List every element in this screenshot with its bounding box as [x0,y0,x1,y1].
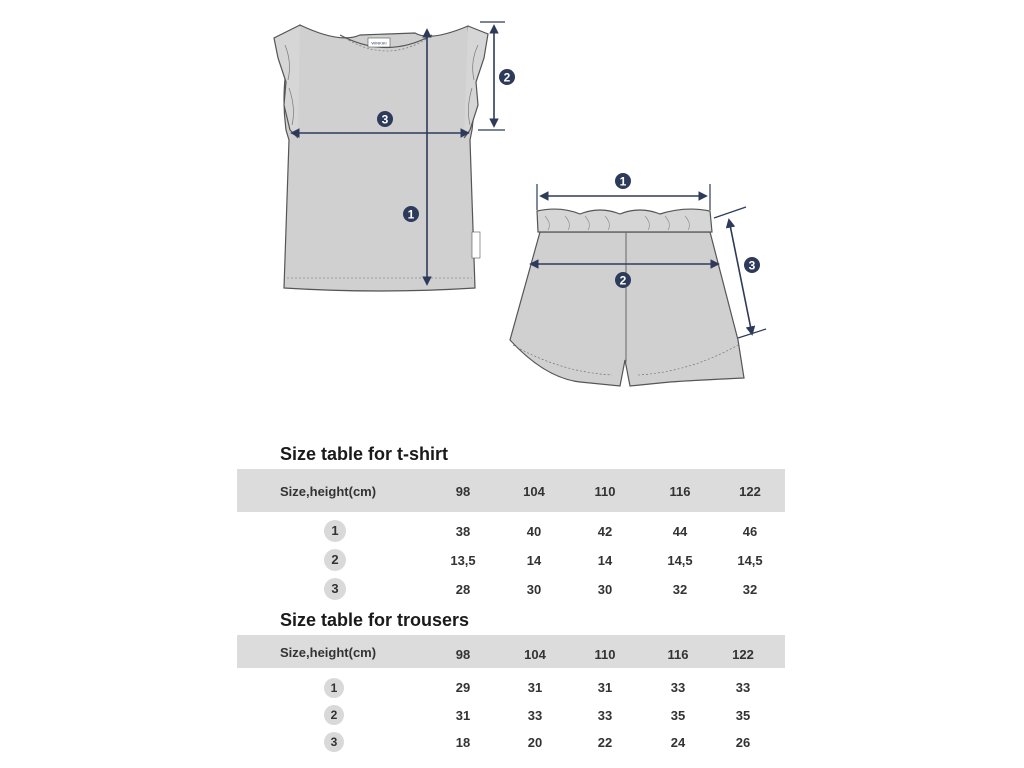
trousers-cell: 24 [670,735,686,750]
svg-text:1: 1 [407,207,415,222]
trousers-cell: 31 [527,680,543,695]
tshirt-drawing [274,22,515,291]
trousers-size-116: 116 [667,647,689,662]
svg-text:2: 2 [619,273,627,288]
tshirt-cell: 44 [672,524,688,539]
trousers-cell: 26 [735,735,751,750]
trousers-cell: 20 [527,735,543,750]
tshirt-cell: 30 [597,582,613,597]
brand-tag-text: WINKIKI [371,40,387,46]
shorts-waist-marker [615,173,631,189]
tshirt-cell: 28 [455,582,471,597]
shorts-hip-marker [615,272,631,288]
tshirt-cell: 46 [742,524,758,539]
tshirt-length-marker [403,206,419,222]
tshirt-size-104: 104 [523,484,545,499]
tshirt-cell: 42 [597,524,613,539]
tshirt-cell: 38 [455,524,471,539]
tshirt-chest-marker [377,111,393,127]
trousers-cell: 31 [455,708,471,723]
svg-text:3: 3 [381,112,389,127]
tshirt-table-header [237,469,785,512]
trousers-cell: 35 [670,708,686,723]
tshirt-cell: 13,5 [450,553,476,568]
trousers-table-header [237,635,785,668]
trousers-cell: 33 [597,708,613,723]
tshirt-table-title: Size table for t-shirt [280,444,449,464]
tshirt-size-116: 116 [669,484,691,499]
tshirt-row-number: 2 [324,549,346,571]
trousers-row-number: 3 [324,732,344,752]
trousers-row-number: 2 [324,705,344,725]
trousers-size-98: 98 [455,647,471,662]
tshirt-cell: 32 [672,582,688,597]
trousers-size-104: 104 [524,647,546,662]
tshirt-cell: 32 [742,582,758,597]
trousers-cell: 31 [597,680,613,695]
trousers-cell: 33 [527,708,543,723]
tshirt-cell: 14 [597,553,613,568]
tshirt-row-number: 3 [324,578,346,600]
trousers-size-110: 110 [594,647,616,662]
tshirt-cell: 14 [526,553,542,568]
svg-text:1: 1 [619,174,627,189]
trousers-header-label: Size,height(cm) [280,645,377,660]
shorts-drawing [510,173,766,386]
tshirt-cell: 14,5 [667,553,693,568]
trousers-cell: 22 [597,735,613,750]
svg-text:2: 2 [503,70,511,85]
tshirt-shoulder-marker [499,69,515,85]
trousers-row-number: 1 [324,678,344,698]
tshirt-size-98: 98 [455,484,471,499]
shorts-length-marker [744,257,760,273]
tshirt-size-122: 122 [739,484,761,499]
trousers-cell: 33 [670,680,686,695]
tshirt-row-number: 1 [324,520,346,542]
tshirt-cell: 14,5 [737,553,763,568]
trousers-size-122: 122 [732,647,754,662]
trousers-cell: 35 [735,708,751,723]
trousers-table-title: Size table for trousers [280,610,470,630]
trousers-cell: 18 [455,735,471,750]
trousers-cell: 29 [455,680,471,695]
side-tag [472,232,480,258]
tshirt-header-label: Size,height(cm) [280,484,377,499]
tshirt-cell: 30 [526,582,542,597]
trousers-cell: 33 [735,680,751,695]
tshirt-size-110: 110 [594,484,616,499]
svg-text:3: 3 [748,258,756,273]
tshirt-cell: 40 [526,524,542,539]
